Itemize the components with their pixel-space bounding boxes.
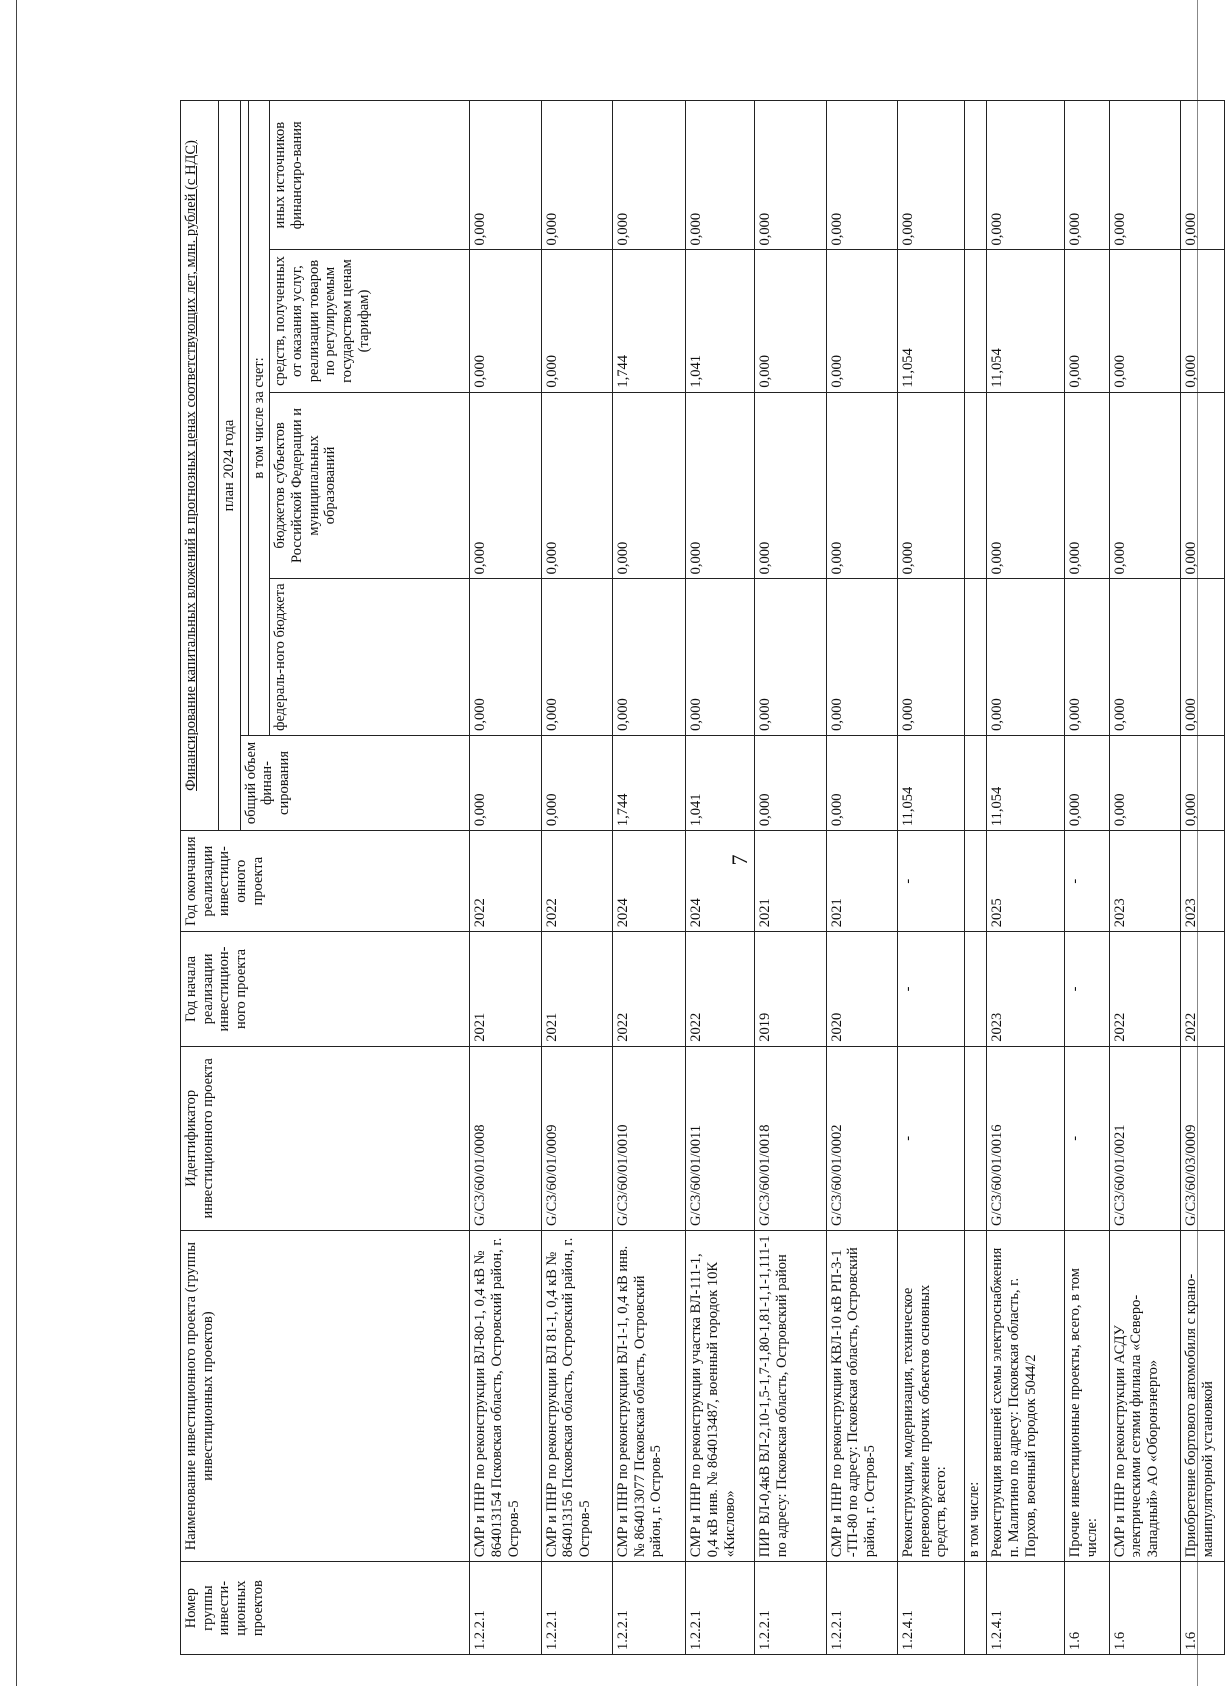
cell-regional: 0,000 (612, 392, 686, 579)
cell-regional: 0,000 (1180, 392, 1224, 579)
header-other: иных источников финансиро-вания (270, 101, 470, 250)
cell-year-start (964, 932, 987, 1046)
cell-year-start: 2021 (541, 932, 612, 1046)
cell-other: 0,000 (541, 101, 612, 250)
cell-regional: 0,000 (755, 392, 826, 579)
cell-identifier: - (1065, 1046, 1109, 1230)
cell-tariff: 1,041 (686, 250, 755, 392)
table-row (964, 101, 987, 1655)
cell-identifier: G/C3/60/01/0011 (686, 1046, 755, 1230)
cell-year-end: 2023 (1109, 831, 1180, 932)
cell-identifier: G/C3/60/01/0018 (755, 1046, 826, 1230)
header-identifier: Идентификатор инвестиционного проекта (181, 1046, 470, 1230)
cell-year-start: 2023 (987, 932, 1065, 1046)
cell-regional: 0,000 (1065, 392, 1109, 579)
cell-year-start: 2022 (686, 932, 755, 1046)
table-header (181, 101, 470, 1655)
cell-year-start: - (898, 932, 965, 1046)
cell-federal: 0,000 (1109, 579, 1180, 736)
cell-other: 0,000 (898, 101, 965, 250)
investment-table (180, 100, 1225, 1655)
cell-regional: 0,000 (470, 392, 541, 579)
cell-tariff: 0,000 (826, 250, 897, 392)
cell-federal: 0,000 (686, 579, 755, 736)
cell-total: 0,000 (541, 735, 612, 830)
header-including: в том числе за счет: (248, 101, 270, 736)
cell-group: 1.2.2.1 (612, 1562, 686, 1655)
cell-federal: 0,000 (612, 579, 686, 736)
cell-federal: 0,000 (826, 579, 897, 736)
cell-total: 11,054 (987, 735, 1065, 830)
cell-year-end: 2022 (541, 831, 612, 932)
cell-year-end: 2021 (826, 831, 897, 932)
cell-regional: 0,000 (898, 392, 965, 579)
cell-federal (964, 579, 987, 736)
cell-other: 0,000 (686, 101, 755, 250)
cell-federal: 0,000 (898, 579, 965, 736)
page-number: 7 (727, 854, 752, 866)
table-row (1065, 101, 1109, 1655)
cell-group: 1.2.2.1 (826, 1562, 897, 1655)
cell-regional (964, 392, 987, 579)
cell-year-start: 2020 (826, 932, 897, 1046)
table-row (987, 101, 1065, 1655)
cell-regional: 0,000 (826, 392, 897, 579)
cell-year-start: 2019 (755, 932, 826, 1046)
page-edge-left (16, 0, 17, 1686)
cell-year-start: 2022 (612, 932, 686, 1046)
cell-identifier (964, 1046, 987, 1230)
header-plan: план 2024 года (219, 101, 241, 831)
cell-tariff: 11,054 (898, 250, 965, 392)
cell-year-end: 2021 (755, 831, 826, 932)
table-row (541, 101, 612, 1655)
header-name: Наименование инвестиционного проекта (группы инвестиционных проектов) (181, 1230, 470, 1561)
header-year-start: Год начала реализации инвестицион-ного проекта (181, 932, 470, 1046)
cell-federal: 0,000 (541, 579, 612, 736)
cell-total: 1,744 (612, 735, 686, 830)
cell-regional: 0,000 (987, 392, 1065, 579)
table-row (826, 101, 897, 1655)
cell-year-end: 2025 (987, 831, 1065, 932)
cell-year-start: 2022 (1180, 932, 1224, 1046)
header-tariff: средств, полученных от оказания услуг, реализации товаров по регулируемым государством ценам (тарифам) (270, 250, 470, 392)
table-body (470, 101, 1225, 1655)
cell-tariff: 0,000 (470, 250, 541, 392)
cell-regional: 0,000 (686, 392, 755, 579)
table-row (1180, 101, 1224, 1655)
cell-identifier: G/C3/60/01/0008 (470, 1046, 541, 1230)
cell-name: СМР и ПНР по реконструкции АСДУ электрическими сетями филиала «Северо-Западный» АО «Оборонэнерго» (1109, 1230, 1180, 1561)
cell-identifier: G/C3/60/01/0002 (826, 1046, 897, 1230)
cell-total: 0,000 (470, 735, 541, 830)
cell-other: 0,000 (826, 101, 897, 250)
cell-group (964, 1562, 987, 1655)
cell-name: ПИР ВЛ-0,4кВ ВЛ-2,10-1,5-1,7-1,80-1,81-1,1-1,111-1 по адресу: Псковская область, Островский район (755, 1230, 826, 1561)
cell-year-end: 2024 (686, 831, 755, 932)
cell-year-end: 2023 (1180, 831, 1224, 932)
cell-year-end: - (1065, 831, 1109, 932)
cell-identifier: - (898, 1046, 965, 1230)
cell-tariff: 0,000 (1065, 250, 1109, 392)
table-row (686, 101, 755, 1655)
cell-other: 0,000 (987, 101, 1065, 250)
cell-year-start: 2022 (1109, 932, 1180, 1046)
cell-other: 0,000 (1180, 101, 1224, 250)
cell-tariff: 11,054 (987, 250, 1065, 392)
table-row (612, 101, 686, 1655)
cell-other: 0,000 (1065, 101, 1109, 250)
table-row (470, 101, 541, 1655)
cell-tariff: 0,000 (541, 250, 612, 392)
cell-total (964, 735, 987, 830)
header-financing: Финансирование капитальных вложений в прогнозных ценах соответствующих лет, млн. рублей (с НДС) (181, 101, 219, 831)
cell-federal: 0,000 (755, 579, 826, 736)
cell-name: Реконструкция внешней схемы электроснабжения п. Малитино по адресу: Псковская область, г. Порхов, военный городок 5044/2 (987, 1230, 1065, 1561)
table-row (1109, 101, 1180, 1655)
cell-name: СМР и ПНР по реконструкции КВЛ-10 кВ РП-3-1 -ТП-80 по адресу: Псковская область, Островский район, г. Остров-5 (826, 1230, 897, 1561)
cell-total: 0,000 (826, 735, 897, 830)
cell-group: 1.2.4.1 (987, 1562, 1065, 1655)
header-regional: бюджетов субъектов Российской Федерации и муниципальных образований (270, 392, 470, 579)
cell-other: 0,000 (755, 101, 826, 250)
cell-group: 1.2.2.1 (686, 1562, 755, 1655)
cell-identifier: G/C3/60/01/0009 (541, 1046, 612, 1230)
cell-year-start: - (1065, 932, 1109, 1046)
cell-group: 1.2.2.1 (755, 1562, 826, 1655)
cell-tariff (964, 250, 987, 392)
cell-federal: 0,000 (987, 579, 1065, 736)
cell-name: СМР и ПНР по реконструкции ВЛ 81-1, 0,4 кВ № 864013156 Псковская область, Островский район, г. Остров-5 (541, 1230, 612, 1561)
cell-federal: 0,000 (1180, 579, 1224, 736)
cell-name: СМР и ПНР по реконструкции ВЛ-1-1, 0,4 кВ инв. № 864013077 Псковская область, Островский район, г. Остров-5 (612, 1230, 686, 1561)
cell-other: 0,000 (1109, 101, 1180, 250)
cell-tariff: 0,000 (1180, 250, 1224, 392)
cell-name: СМР и ПНР по реконструкции ВЛ-80-1, 0,4 кВ № 864013154 Псковская область, Островский район, г. Остров-5 (470, 1230, 541, 1561)
cell-year-end: 2022 (470, 831, 541, 932)
header-year-end: Год окончания реализации инвестици-онного проекта (181, 831, 470, 932)
cell-identifier: G/C3/60/01/0016 (987, 1046, 1065, 1230)
cell-total: 0,000 (1065, 735, 1109, 830)
cell-group: 1.2.2.1 (470, 1562, 541, 1655)
cell-group: 1.6 (1065, 1562, 1109, 1655)
cell-total: 0,000 (755, 735, 826, 830)
cell-name: СМР и ПНР по реконструкции участка ВЛ-111-1, 0,4 кВ инв. № 864013487, военный городок 10К «Кислово» (686, 1230, 755, 1561)
table-row (755, 101, 826, 1655)
cell-tariff: 1,744 (612, 250, 686, 392)
cell-total: 11,054 (898, 735, 965, 830)
cell-regional: 0,000 (541, 392, 612, 579)
cell-other: 0,000 (612, 101, 686, 250)
cell-name: в том числе: (964, 1230, 987, 1561)
cell-federal: 0,000 (470, 579, 541, 736)
cell-identifier: G/C3/60/01/0010 (612, 1046, 686, 1230)
cell-year-end: - (898, 831, 965, 932)
cell-tariff: 0,000 (755, 250, 826, 392)
investment-table-container (180, 100, 1225, 1655)
cell-identifier: G/C3/60/03/0009 (1180, 1046, 1224, 1230)
cell-total: 1,041 (686, 735, 755, 830)
cell-year-end: 2024 (612, 831, 686, 932)
cell-group: 1.6 (1109, 1562, 1180, 1655)
cell-name: Реконструкция, модернизация, техническое перевооружение прочих объектов основных средств, всего: (898, 1230, 965, 1561)
cell-federal: 0,000 (1065, 579, 1109, 736)
cell-tariff: 0,000 (1109, 250, 1180, 392)
header-spacer (240, 101, 248, 736)
cell-name: Приобретение бортового автомобиля с крано-манипуляторной установкой (1180, 1230, 1224, 1561)
cell-identifier: G/C3/60/01/0021 (1109, 1046, 1180, 1230)
cell-group: 1.6 (1180, 1562, 1224, 1655)
cell-regional: 0,000 (1109, 392, 1180, 579)
header-group-no: Номер группы инвести-ционных проектов (181, 1562, 470, 1655)
cell-group: 1.2.2.1 (541, 1562, 612, 1655)
cell-year-end (964, 831, 987, 932)
cell-name: Прочие инвестиционные проекты, всего, в том числе: (1065, 1230, 1109, 1561)
cell-year-start: 2021 (470, 932, 541, 1046)
cell-other (964, 101, 987, 250)
cell-other: 0,000 (470, 101, 541, 250)
header-total: общий объем финан-сирования (240, 735, 470, 830)
cell-total: 0,000 (1109, 735, 1180, 830)
cell-group: 1.2.4.1 (898, 1562, 965, 1655)
header-federal: федераль-ного бюджета (270, 579, 470, 736)
table-row (898, 101, 965, 1655)
cell-total: 0,000 (1180, 735, 1224, 830)
